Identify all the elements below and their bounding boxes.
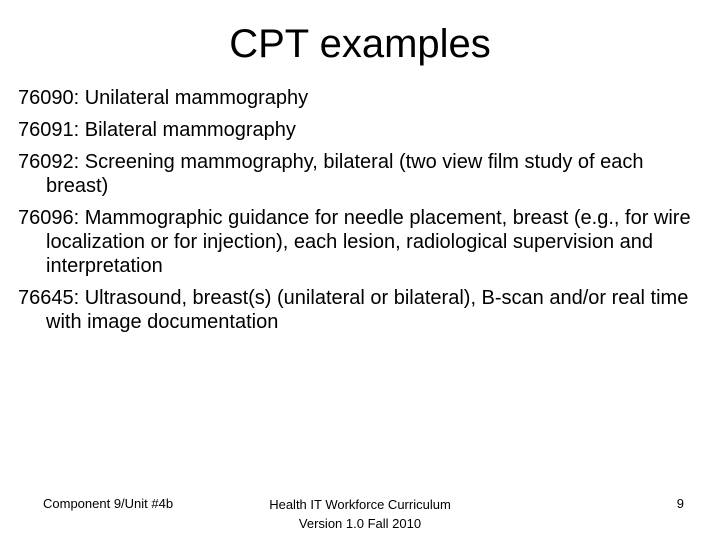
list-item: 76096: Mammographic guidance for needle placement, breast (e.g., for wire localization or for injection), each lesion, radiological supervision and interpretation	[18, 207, 691, 277]
list-item: 76645: Ultrasound, breast(s) (unilateral or bilateral), B-scan and/or real time with image documentation	[18, 287, 689, 333]
list-item: 76090: Unilateral mammography	[18, 87, 309, 109]
footer-version-line: Version 1.0 Fall 2010	[298, 516, 422, 531]
slide-title: CPT examples	[229, 22, 491, 66]
bullet-list	[18, 86, 698, 342]
list-item: 76091: Bilateral mammography	[18, 119, 296, 141]
footer-curriculum-label	[230, 495, 490, 533]
page-number: 9	[676, 496, 684, 511]
footer-component-label: Component 9/Unit #4b	[43, 496, 174, 511]
list-item: 76092: Screening mammography, bilateral (two view film study of each breast)	[18, 151, 644, 197]
footer-curriculum-line: Health IT Workforce Curriculum	[269, 497, 451, 512]
